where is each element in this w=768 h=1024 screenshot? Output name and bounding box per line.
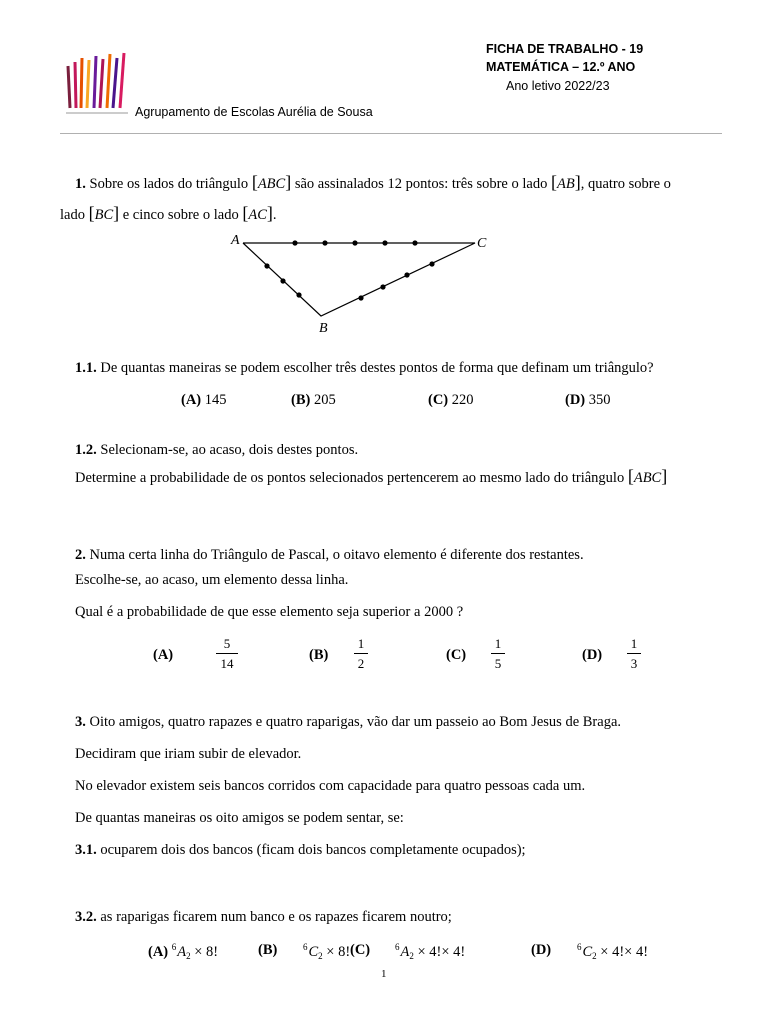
q1-1-option-a[interactable]: (A) 145 xyxy=(181,392,227,408)
q3-number: 3. xyxy=(75,714,86,730)
q3-2-option-d-expr: $^6C_2 \times 4!\times 4$! xyxy=(577,942,649,961)
q2-text-2: Escolhe-se, ao acaso, um elemento dessa linha. xyxy=(75,572,349,588)
q2-option-c-den: 5 xyxy=(494,656,502,671)
q1-2-number: 1.2. xyxy=(75,442,97,458)
vertex-label-c: C xyxy=(477,236,487,251)
q3-line-1 xyxy=(75,714,621,731)
vertex-label-a: A xyxy=(231,233,240,248)
q1-number: 1. xyxy=(75,176,86,192)
q2-option-c-fraction xyxy=(491,637,505,670)
point-bc-2 xyxy=(380,284,385,289)
sheet-title: FICHA DE TRABALHO - 19 xyxy=(486,42,644,56)
point-ac-1 xyxy=(292,240,297,245)
point-ac-5 xyxy=(412,240,417,245)
q3-1-number: 3.1. xyxy=(75,842,97,858)
q2-option-b-num: 1 xyxy=(357,636,365,651)
q2-option-d-den: 3 xyxy=(630,656,638,671)
page-number: 1 xyxy=(381,968,387,980)
q1-1-line xyxy=(75,360,654,377)
q3-1-text: ocuparem dois dos bancos (ficam dois bancos completamente ocupados); xyxy=(100,842,526,858)
school-logo xyxy=(62,50,134,120)
vertex-label-b: B xyxy=(319,321,328,336)
q2-option-a-den: 14 xyxy=(220,656,234,671)
q3-2-option-b-expr: $^6C_2 \times 8$! xyxy=(303,942,351,961)
point-ab-2 xyxy=(280,278,285,283)
q1-line-1: 1. Sobre os lados do triângulo [ABC] são assinalados 12 pontos: três sobre o lado [AB], quatro sobre o xyxy=(75,172,671,192)
point-ab-1 xyxy=(264,263,269,268)
q1-text-d: lado xyxy=(60,207,85,223)
q1-text-b: são assinalados 12 pontos: três sobre o lado xyxy=(294,176,548,192)
q1-line-2: lado [BC] e cinco sobre o lado [AC]. xyxy=(60,203,277,223)
q2-option-a-label[interactable]: (A) xyxy=(153,647,174,663)
q3-text-3: No elevador existem seis bancos corridos com capacidade para quatro pessoas cada um. xyxy=(75,778,586,794)
q3-2-option-d[interactable]: (D) xyxy=(531,942,552,958)
header-divider xyxy=(60,133,722,134)
q1-tri: ABC xyxy=(257,176,286,192)
q1-1-number: 1.1. xyxy=(75,360,97,376)
q1-1-text: De quantas maneiras se podem escolher três destes pontos de forma que definam um triângulo? xyxy=(100,360,654,376)
q1-1-option-d[interactable]: (D) 350 xyxy=(565,392,611,408)
point-ab-3 xyxy=(296,292,301,297)
q2-option-b-label[interactable]: (B) xyxy=(309,647,329,663)
q1-side-ab: AB xyxy=(556,176,575,192)
q2-option-b-fraction xyxy=(354,637,368,670)
q3-2-option-c-expr: $^6A_2 \times 4!\times 4$! xyxy=(395,942,466,961)
q2-line-1 xyxy=(75,547,584,564)
q3-text-2: Decidiram que iriam subir de elevador. xyxy=(75,746,302,762)
q2-text-1: Numa certa linha do Triângulo de Pascal, o oitavo elemento é diferente dos restantes. xyxy=(89,547,584,563)
point-ac-3 xyxy=(352,240,357,245)
q1-2-tri: ABC xyxy=(633,470,662,486)
subject-title: MATEMÁTICA – 12.º ANO xyxy=(486,60,636,74)
q1-side-bc: BC xyxy=(94,207,114,223)
q2-option-c-label[interactable]: (C) xyxy=(446,647,467,663)
q3-2-text: as raparigas ficarem num banco e os rapazes ficarem noutro; xyxy=(100,909,452,925)
q1-text-a: Sobre os lados do triângulo xyxy=(89,176,249,192)
point-bc-3 xyxy=(404,272,409,277)
q1-2-line-2: Determine a probabilidade de os pontos selecionados pertencerem ao mesmo lado do triângulo [ABC] xyxy=(75,466,668,486)
q2-option-d-label[interactable]: (D) xyxy=(582,647,603,663)
point-bc-1 xyxy=(358,295,363,300)
q2-number: 2. xyxy=(75,547,86,563)
q1-2-text-2: Determine a probabilidade de os pontos selecionados pertencerem ao mesmo lado do triângulo xyxy=(75,470,625,486)
q2-option-d-num: 1 xyxy=(630,636,638,651)
q1-2-line-1 xyxy=(75,442,358,459)
triangle-figure xyxy=(225,228,500,340)
q2-text-3: Qual é a probabilidade de que esse elemento seja superior a 2000 ? xyxy=(75,604,464,620)
q1-text-c: , quatro sobre o xyxy=(580,176,671,192)
school-year: Ano letivo 2022/23 xyxy=(506,79,610,93)
q3-2-option-a[interactable]: (A) $^6A_2 \times 8$! xyxy=(148,942,219,961)
q2-option-b-den: 2 xyxy=(357,656,365,671)
q2-option-d-fraction xyxy=(627,637,641,670)
q3-2-number: 3.2. xyxy=(75,909,97,925)
q3-2-option-b[interactable]: (B) xyxy=(258,942,278,958)
q2-option-c-num: 1 xyxy=(494,636,502,651)
q3-2-line xyxy=(75,909,452,926)
q2-option-a-fraction xyxy=(216,637,238,670)
q1-2-text-1: Selecionam-se, ao acaso, dois destes pontos. xyxy=(100,442,359,458)
school-name: Agrupamento de Escolas Aurélia de Sousa xyxy=(135,105,373,119)
point-bc-4 xyxy=(429,261,434,266)
q1-1-option-c[interactable]: (C) 220 xyxy=(428,392,474,408)
q1-text-f: . xyxy=(272,207,277,223)
q1-side-ac: AC xyxy=(248,207,267,223)
point-ac-4 xyxy=(382,240,387,245)
q2-option-a-num: 5 xyxy=(223,636,231,651)
q1-text-e: e cinco sobre o lado xyxy=(122,207,239,223)
q3-1-line xyxy=(75,842,526,859)
triangle-outline xyxy=(243,243,475,316)
q1-1-option-b[interactable]: (B) 205 xyxy=(291,392,336,408)
q3-text-4: De quantas maneiras os oito amigos se podem sentar, se: xyxy=(75,810,404,826)
q3-2-option-c[interactable]: (C) xyxy=(350,942,371,958)
q3-text-1: Oito amigos, quatro rapazes e quatro raparigas, vão dar um passeio ao Bom Jesus de Braga. xyxy=(89,714,622,730)
point-ac-2 xyxy=(322,240,327,245)
